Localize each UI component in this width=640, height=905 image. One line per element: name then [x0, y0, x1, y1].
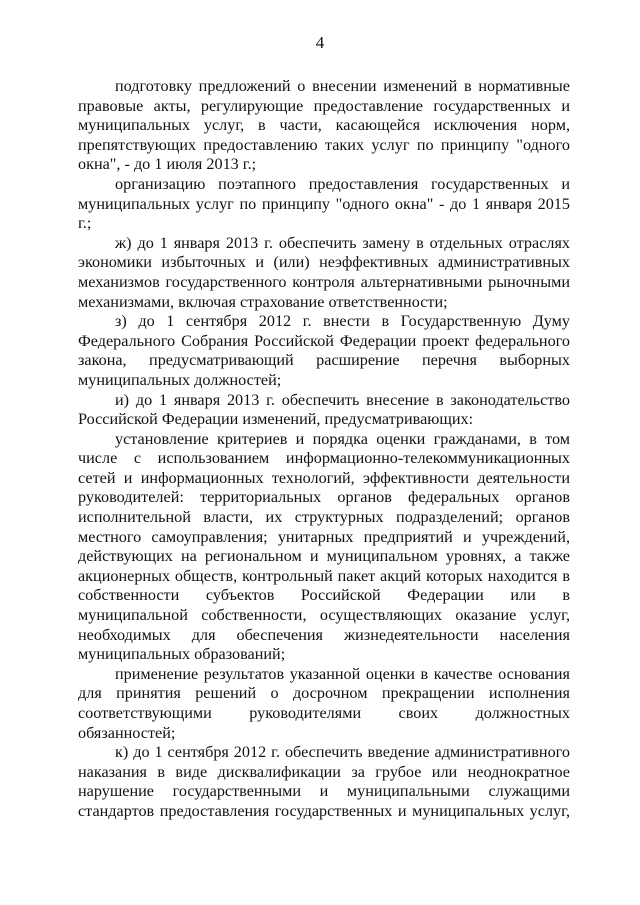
paragraph-evaluation-criteria: установление критериев и порядка оценки гражданами, в том числе с использованием информационно-телекоммуникационных сетей и информационных технологий, эффективности деятельности руководителей: территориальных органов федеральных органов исполнительной власти, их структурных подразделений; органов местного самоуправления; унитарных предприятий и учреждений, действующих на региональном и муниципальном уровнях, а также акционерных обществ, контрольный пакет акций которых находится в собственности субъектов Российской Федерации или в муниципальной собственности, осуществляющих оказание услуг, необходимых для обеспечения жизнедеятельности населения муниципальных образований; — [78, 429, 570, 664]
paragraph-item-k: к) до 1 сентября 2012 г. обеспечить введение административного наказания в виде дисквалификации за грубое или неоднократное нарушение государственными и муниципальными служащими стандартов предоставления государственных и муниципальных услуг, — [78, 743, 570, 820]
page-number: 4 — [315, 33, 325, 52]
paragraph-item-zh: ж) до 1 января 2013 г. обеспечить замену в отдельных отраслях экономики избыточных и (или) неэффективных административных механизмов государственного контроля альтернативными рыночными механизмами, включая страхование ответственности; — [78, 233, 570, 311]
paragraph-phased-one-window: организацию поэтапного предоставления государственных и муниципальных услуг по принципу "одного окна" - до 1 января 2015 г.; — [78, 174, 570, 233]
paragraph-item-i: и) до 1 января 2013 г. обеспечить внесение в законодательство Российской Федерации изменений, предусматривающих: — [78, 390, 570, 429]
paragraph-item-z: з) до 1 сентября 2012 г. внести в Государственную Думу Федерального Собрания Российской Федерации проект федерального закона, предусматривающий расширение перечня выборных муниципальных должностей; — [78, 312, 570, 389]
document-body — [78, 77, 570, 822]
paragraph-proposals-amendments: подготовку предложений о внесении изменений в нормативные правовые акты, регулирующие предоставление государственных и муниципальных услуг, в части, касающейся исключения норм, препятствующих предоставлению таких услуг по принципу "одного окна", - до 1 июля 2013 г.; — [78, 77, 570, 174]
paragraph-evaluation-results: применение результатов указанной оценки в качестве основания для принятия решений о досрочном прекращении исполнения соответствующими руководителями своих должностных обязанностей; — [78, 664, 570, 742]
